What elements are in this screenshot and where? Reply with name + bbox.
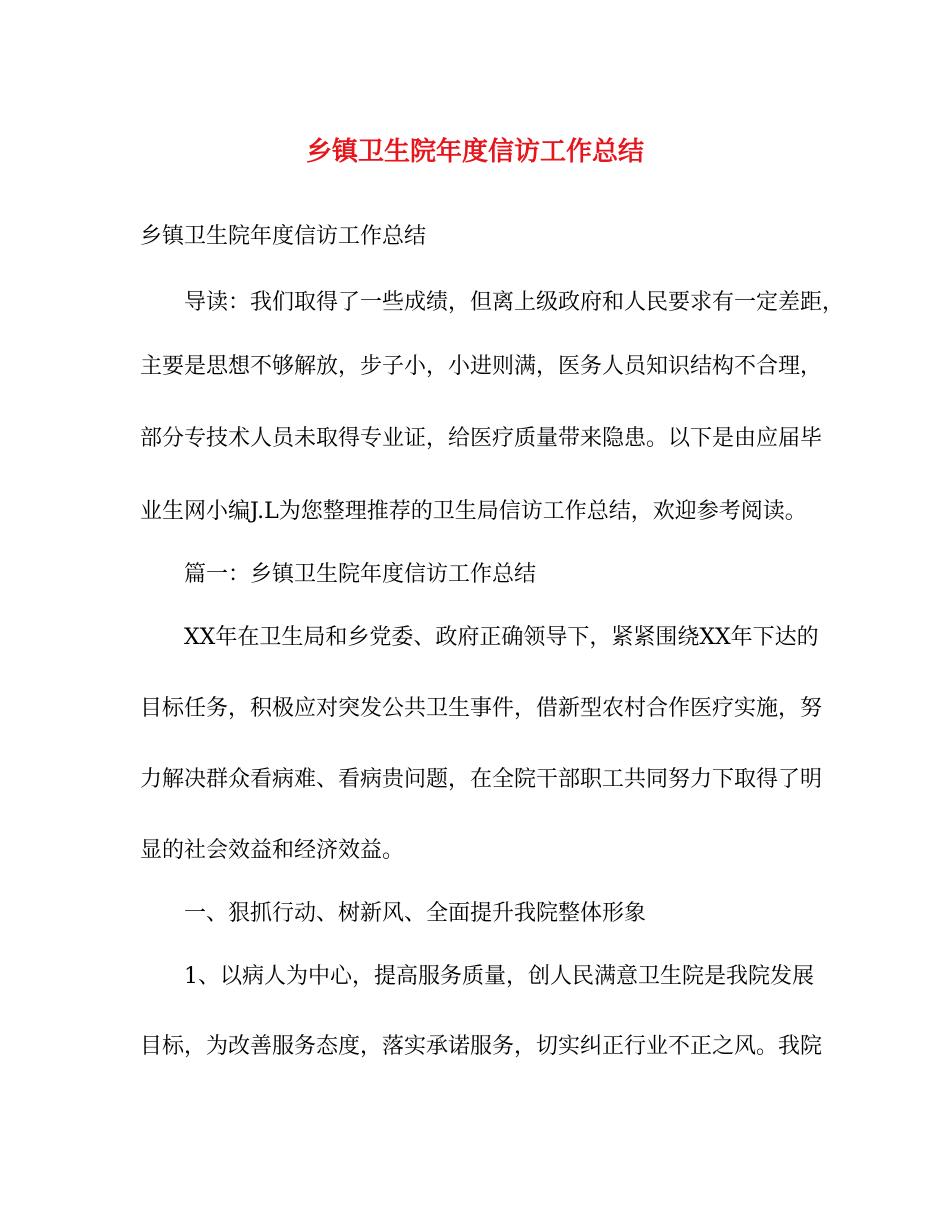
paragraph-line: 业生网小编J.L为您整理推荐的卫生局信访工作总结，欢迎参考阅读。 bbox=[140, 499, 807, 524]
paragraph-line: 部分专技术人员未取得专业证，给医疗质量带来隐患。以下是由应届毕 bbox=[140, 426, 823, 451]
paragraph-line: 力解决群众看病难、看病贵问题，在全院干部职工共同努力下取得了明 bbox=[140, 767, 823, 792]
paragraph-line: 目标，为改善服务态度，落实承诺服务，切实纠正行业不正之风。我院 bbox=[140, 1034, 823, 1059]
paragraph-line: XX年在卫生局和乡党委、政府正确领导下，紧紧围绕XX年下达的 bbox=[184, 625, 819, 650]
paragraph-line: 目标任务，积极应对突发公共卫生事件，借新型农村合作医疗实施，努 bbox=[140, 696, 823, 721]
paragraph-line: 导读：我们取得了一些成绩，但离上级政府和人民要求有一定差距， bbox=[184, 290, 845, 315]
paragraph-line: 1、以病人为中心，提高服务质量，创人民满意卫生院是我院发展 bbox=[184, 964, 814, 989]
section-heading: 一、狠抓行动、树新风、全面提升我院整体形象 bbox=[184, 901, 647, 926]
paragraph-line: 主要是思想不够解放，步子小，小进则满，医务人员知识结构不合理， bbox=[140, 354, 823, 379]
document-title: 乡镇卫生院年度信访工作总结 bbox=[305, 137, 644, 167]
section-heading: 篇一：乡镇卫生院年度信访工作总结 bbox=[184, 562, 537, 587]
paragraph-line: 显的社会效益和经济效益。 bbox=[140, 838, 405, 863]
document-subtitle: 乡镇卫生院年度信访工作总结 bbox=[140, 224, 427, 249]
